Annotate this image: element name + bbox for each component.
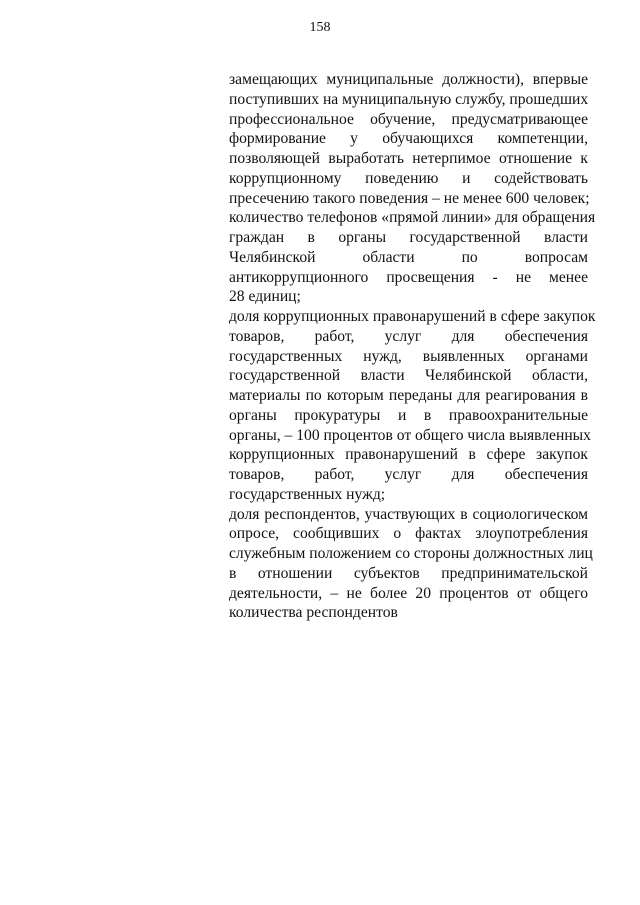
text-line: служебным положением со стороны должностных лиц [229, 545, 593, 562]
text-line: органы, – 100 процентов от общего числа выявленных [229, 426, 591, 444]
text-line: количество телефонов «прямой линии» для обращения [229, 209, 596, 227]
text-line: формирование у обучающихся компетенции, [229, 130, 588, 148]
text-line: поступивших на муниципальную службу, прошедших [229, 90, 589, 108]
text-line: коррупционных правонарушений в сфере закупок [229, 446, 588, 464]
page-number: 158 [309, 20, 331, 35]
text-line: товаров, работ, услуг для обеспечения [229, 327, 588, 345]
text-line: пресечению такого поведения – не менее 600 человек; [229, 189, 590, 207]
text-line: профессиональное обучение, предусматривающее [229, 110, 588, 128]
text-line: количества респондентов [229, 604, 398, 622]
text-line: Челябинской области по вопросам [229, 248, 588, 266]
body-text [229, 70, 596, 623]
text-line: государственных нужд; [229, 485, 386, 503]
text-line: граждан в органы государственной власти [229, 229, 588, 246]
text-line: антикоррупционного просвещения - не менее [229, 268, 588, 286]
text-line: позволяющей выработать нетерпимое отношение к [229, 150, 588, 167]
text-line: деятельности, – не более 20 процентов от общего [229, 584, 588, 602]
text-line: опросе, сообщивших о фактах злоупотребления [229, 525, 588, 543]
text-line: доля респондентов, участвующих в социологическом [229, 505, 588, 523]
text-line: доля коррупционных правонарушений в сфере закупок [229, 308, 596, 325]
text-line: 28 единиц; [229, 288, 301, 306]
text-line: государственных нужд, выявленных органами [229, 347, 588, 365]
text-line: органы прокуратуры и в правоохранительные [229, 406, 588, 424]
text-line: замещающих муниципальные должности), впервые [229, 71, 588, 88]
text-line: материалы по которым переданы для реагирования в [229, 387, 588, 404]
text-line: товаров, работ, услуг для обеспечения [229, 466, 588, 483]
text-line: коррупционному поведению и содействовать [229, 169, 588, 187]
text-line: государственной власти Челябинской области, [229, 367, 588, 385]
text-line: в отношении субъектов предпринимательской [229, 564, 588, 582]
